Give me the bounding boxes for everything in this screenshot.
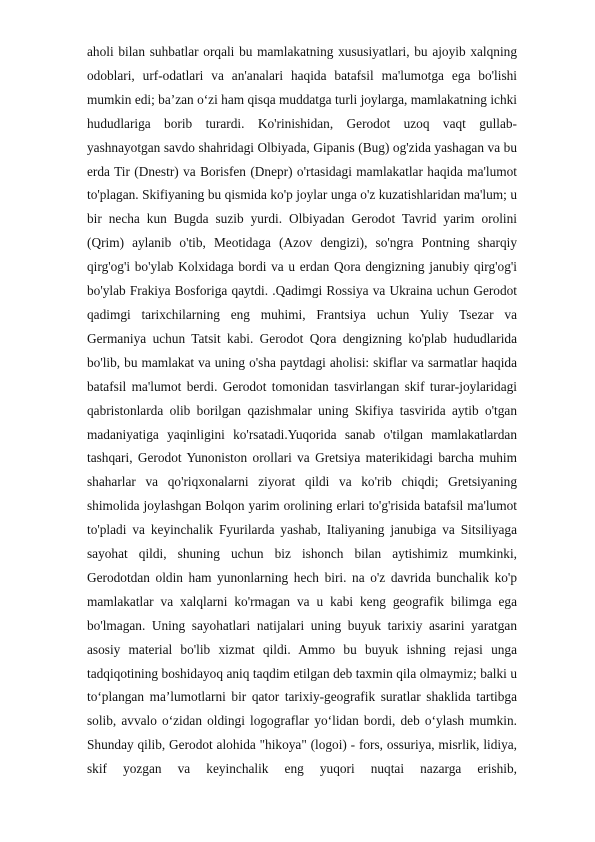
body-paragraph: aholi bilan suhbatlar orqali bu mamlakatning xususiyatlari, bu ajoyib xalqning odoblari, urf-odatlari va an'analari haqida batafsil ma'lumotga ega bo'lishi mumkin edi; ba’zan o‘zi ham qisqa muddatga turli joylarga, mamlakatning ichki hududlariga borib turardi. Ko'rinishidan, Gerodot uzoq vaqt gullab-yashnayotgan savdo shahridagi Olbiyada, Gipanis (Bug) og'zida yashagan va bu erda Tir (Dnestr) va Borisfen (Dnepr) o'rtasidagi mamlakatlar haqida ma'lumot to'plagan. Skifiyaning bu qismida ko'p joylar unga o'z kuzatishlaridan ma'lum; u bir necha kun Bugda suzib yurdi. Olbiyadan Gerodot Tavrid yarim orolini (Qrim) aylanib o'tib, Meotidaga (Azov dengizi), so'ngra Pontning sharqiy qirg'og'i bo'ylab Kolxidaga bordi va u erdan Qora dengizning janubiy qirg'og'i bo'ylab Frakiya Bosforiga qaytdi. .Qadimgi Rossiya va Ukraina uchun Gerodot qadimgi tarixchilarning eng muhimi, Frantsiya uchun Yuliy Tsezar va Germaniya uchun Tatsit kabi. Gerodot Qora dengizning ko'plab hududlarida bo'lib, bu mamlakat va uning o'sha paytdagi aholisi: skiflar va sarmatlar haqida batafsil ma'lumot berdi. Gerodot tomonidan tasvirlangan skif turar-joylaridagi qabristonlarda olib borilgan qazishmalar uning Skifiya tasvirida aytib o'tgan madaniyatiga yaqinligini ko'rsatadi.Yuqorida sanab o'tilgan mamlakatlardan tashqari, Gerodot Yunoniston orollari va Gretsiya materikidagi barcha muhim shaharlar va qo'riqxonalarni ziyorat qildi va ko'rib chiqdi; Gretsiyaning shimolida joylashgan Bolqon yarim orolining erlari to'g'risida batafsil ma'lumot to'pladi va keyinchalik Fyurilarda yashab, Italiyaning janubiga va Sitsiliyaga sayohat qildi, shuning uchun biz ishonch bilan aytishimiz mumkinki, Gerodotdan oldin ham yunonlarning hech biri. na o'z davrida bunchalik ko'p mamlakatlar va xalqlarni ko'rmagan va u kabi keng geografik bilimga ega bo'lmagan. Uning sayohatlari natijalari uning buyuk tarixiy asarini yaratgan asosiy material bo'lib xizmat qildi. Ammo bu buyuk ishning rejasi unga tadqiqotining boshidayoq aniq taqdim etilgan deb taxmin qila olmaymiz; balki u to‘plangan ma’lumotlarni bir qator tarixiy-geografik suratlar shaklida tartibga solib, avvalo o‘zidan oldingi logograflar yo‘lidan bordi, deb o‘ylash mumkin. Shunday qilib, Gerodot alohida "hikoya" (logoi) - fors, ossuriya, misrlik, lidiya, skif yozgan va keyinchalik eng yuqori nuqtai nazarga erishib, <box>87 44 517 777</box>
document-page <box>87 40 517 781</box>
